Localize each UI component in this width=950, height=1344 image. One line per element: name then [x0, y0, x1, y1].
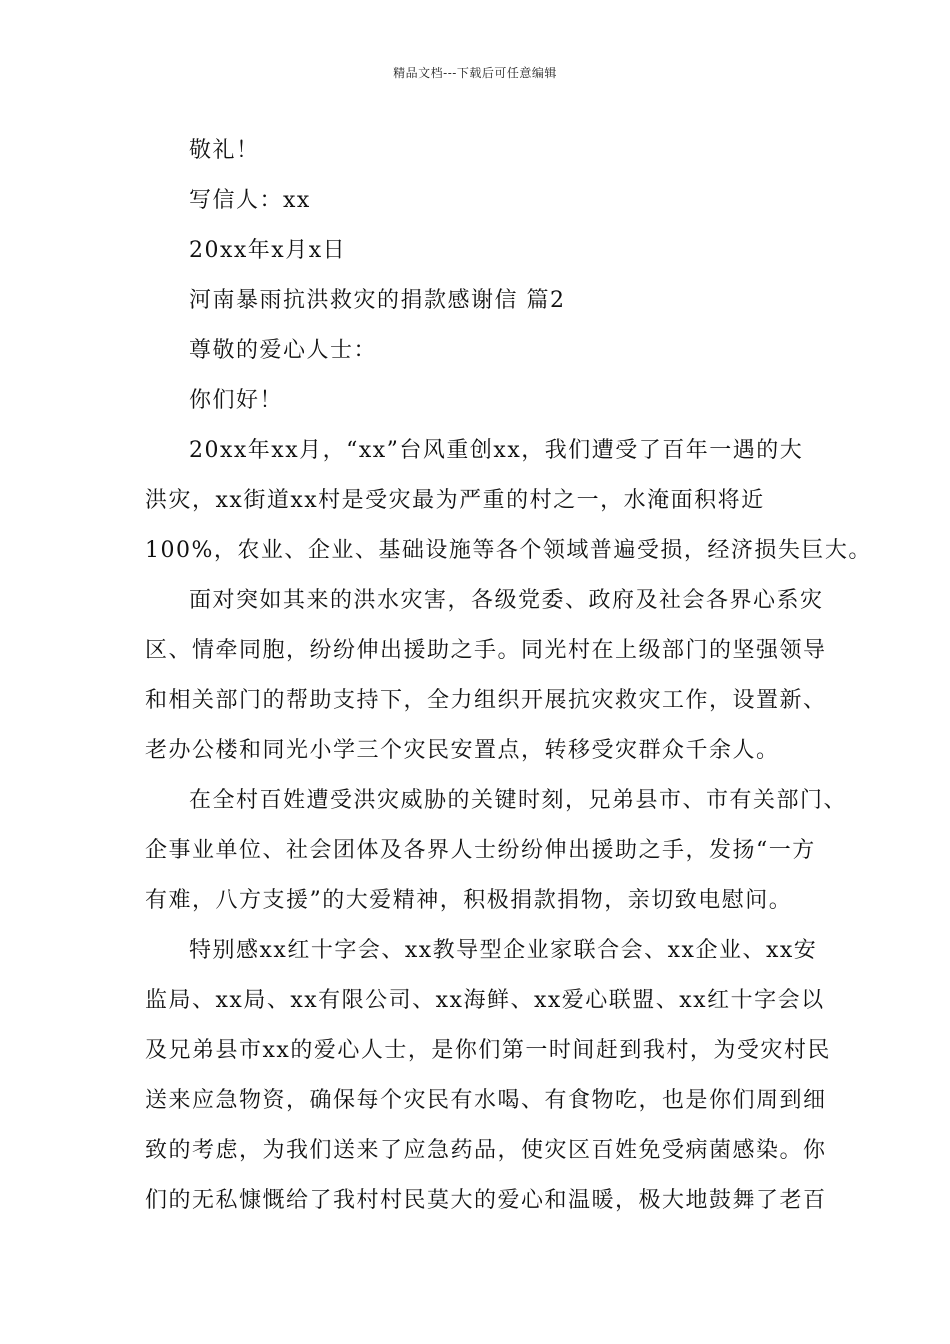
paragraph-line: 有难，八方支援”的大爱精神，积极捐款捐物，亲切致电慰问。 — [145, 888, 793, 913]
closing-salute: 敬礼！ — [189, 138, 260, 163]
letter-title: 河南暴雨抗洪救灾的捐款感谢信 篇2 — [189, 288, 566, 313]
paragraph-line: 洪灾，xx街道xx村是受灾最为严重的村之一，水淹面积将近 — [145, 488, 765, 513]
paragraph-line: 面对突如其来的洪水灾害，各级党委、政府及社会各界心系灾 — [189, 588, 824, 613]
writer-signature: 写信人：xx — [189, 188, 311, 213]
paragraph-line: 老办公楼和同光小学三个灾民安置点，转移受灾群众千余人。 — [145, 738, 780, 763]
paragraph-line: 和相关部门的帮助支持下，全力组织开展抗灾救灾工作，设置新、 — [145, 688, 827, 713]
paragraph-line: 特别感xx红十字会、xx教导型企业家联合会、xx企业、xx安 — [189, 938, 818, 963]
paragraph-line: 区、情牵同胞，纷纷伸出援助之手。同光村在上级部门的坚强领导 — [145, 638, 827, 663]
paragraph-line: 送来应急物资，确保每个灾民有水喝、有食物吃，也是你们周到细 — [145, 1088, 827, 1113]
paragraph-line: 及兄弟县市xx的爱心人士，是你们第一时间赶到我村，为受灾村民 — [145, 1038, 831, 1063]
paragraph-line: 企事业单位、社会团体及各界人士纷纷伸出援助之手，发扬“一方 — [145, 838, 816, 863]
document-header: 精品文档---下载后可任意编辑 — [393, 66, 557, 80]
paragraph-line: 100%，农业、企业、基础设施等各个领域普遍受损，经济损失巨大。 — [145, 538, 872, 563]
letter-date: 20xx年x月x日 — [189, 238, 347, 263]
paragraph-line: 在全村百姓遭受洪灾威胁的关键时刻，兄弟县市、市有关部门、 — [189, 788, 848, 813]
paragraph-line: 20xx年xx月，“xx”台风重创xx，我们遭受了百年一遇的大 — [189, 438, 804, 463]
letter-greeting: 尊敬的爱心人士： — [189, 338, 378, 363]
paragraph-line: 们的无私慷慨给了我村村民莫大的爱心和温暖，极大地鼓舞了老百 — [145, 1188, 827, 1213]
letter-hello: 你们好！ — [189, 388, 284, 413]
paragraph-line: 监局、xx局、xx有限公司、xx海鲜、xx爱心联盟、xx红十字会以 — [145, 988, 825, 1013]
paragraph-line: 致的考虑，为我们送来了应急药品，使灾区百姓免受病菌感染。你 — [145, 1138, 827, 1163]
